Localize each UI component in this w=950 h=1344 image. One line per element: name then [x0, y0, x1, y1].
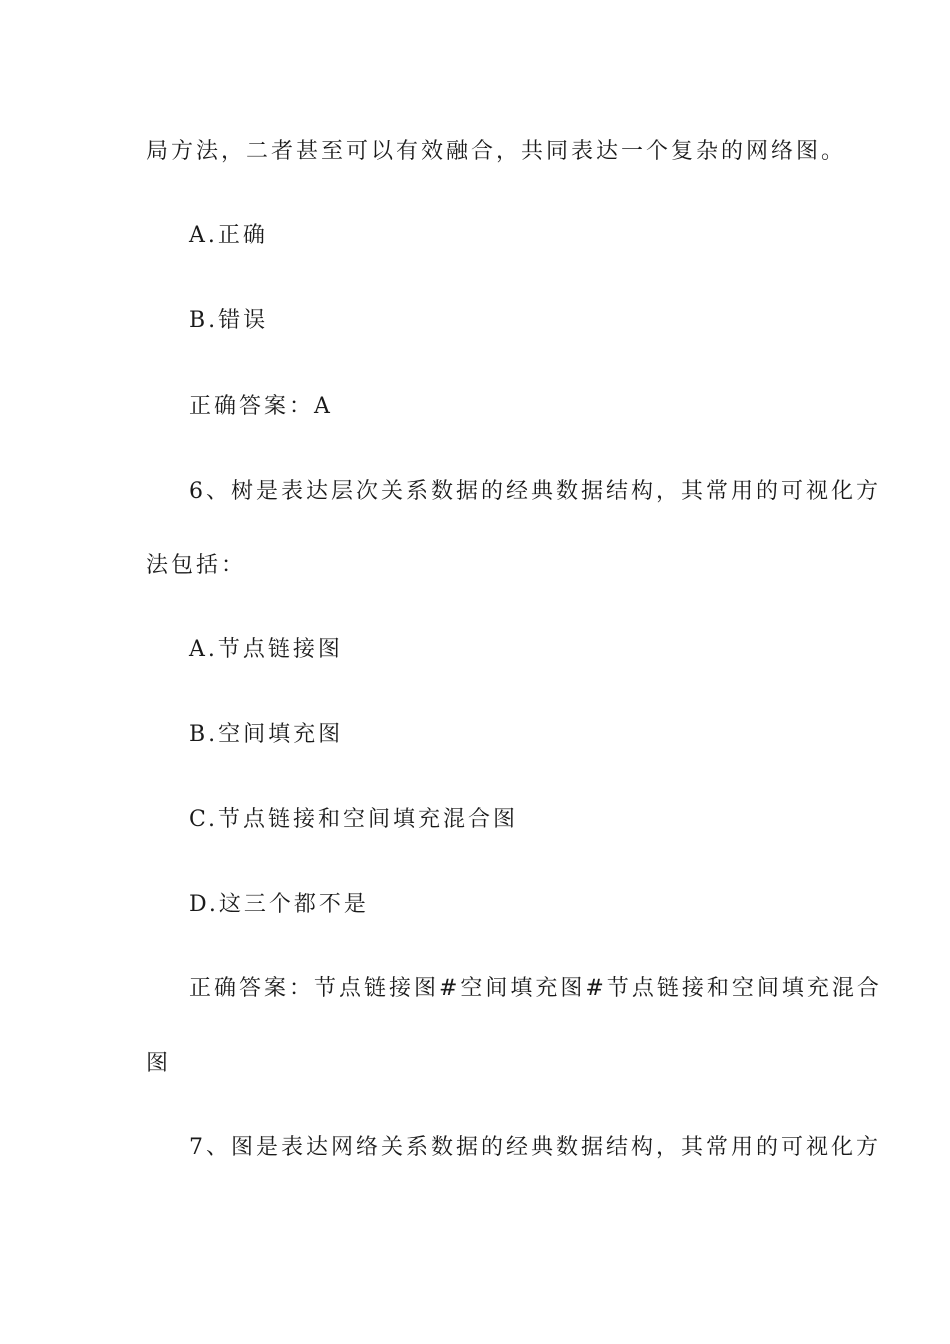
option-b: B.错误 — [189, 308, 269, 333]
question-6-continuation: 法包括： — [146, 553, 247, 578]
option-d: D.这三个都不是 — [189, 892, 369, 917]
answer: 正确答案：节点链接图#空间填充图#节点链接和空间填充混合 — [189, 976, 882, 1001]
answer: 正确答案：A — [189, 394, 333, 419]
option-b: B.空间填充图 — [189, 722, 344, 747]
answer-continuation: 图 — [146, 1051, 172, 1076]
question-6: 6、树是表达层次关系数据的经典数据结构，其常用的可视化方 — [189, 479, 881, 504]
question-7: 7、图是表达网络关系数据的经典数据结构，其常用的可视化方 — [189, 1135, 881, 1160]
option-c: C.节点链接和空间填充混合图 — [189, 807, 519, 832]
option-a: A.正确 — [189, 223, 268, 248]
paragraph-continuation: 局方法，二者甚至可以有效融合，共同表达一个复杂的网络图。 — [146, 139, 847, 164]
option-a: A.节点链接图 — [189, 637, 343, 662]
